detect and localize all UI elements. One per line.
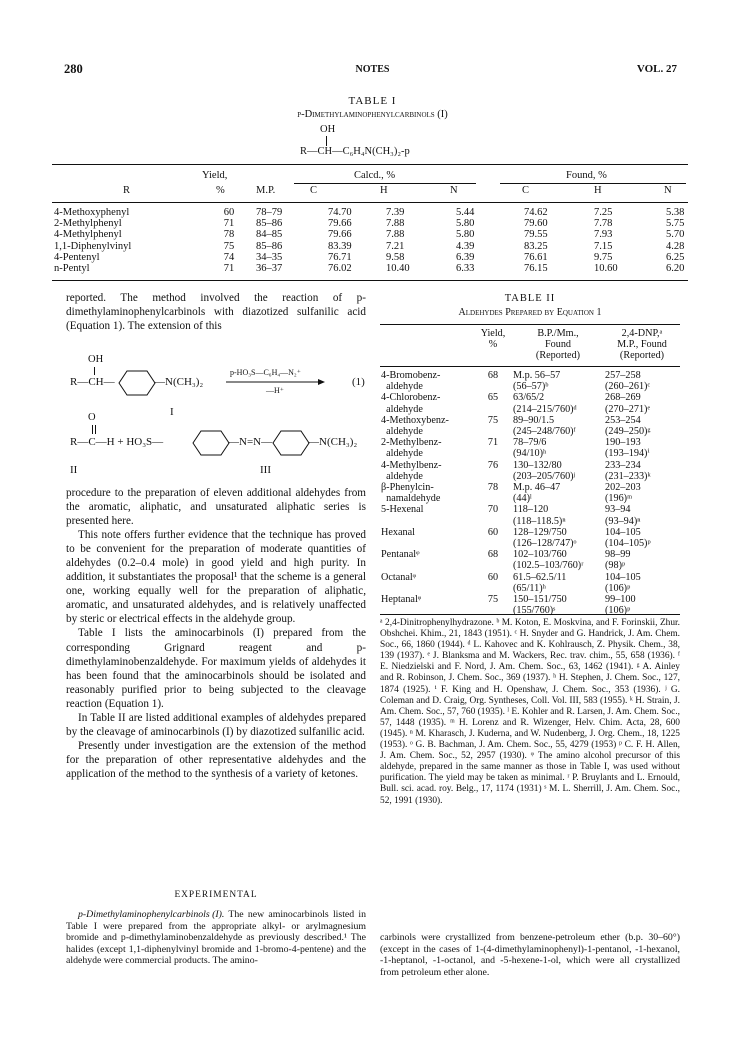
- table-row: [380, 415, 680, 426]
- table-cell: [474, 493, 512, 504]
- table-cell: 61.5–62.5/11: [513, 571, 567, 583]
- table-cell: M.p. 46–47: [513, 482, 561, 494]
- table-row: [380, 370, 680, 381]
- table-cell: 7.93: [594, 229, 613, 241]
- table-cell: 7.39: [386, 207, 405, 218]
- table-cell: 257–258: [605, 370, 641, 381]
- table-cell: [380, 605, 474, 616]
- table-row: [380, 437, 680, 448]
- table-row: [380, 482, 680, 493]
- eq-oh: OH: [88, 354, 104, 365]
- table-cell: 85–86: [256, 218, 283, 230]
- table-cell: 85–86: [256, 240, 283, 252]
- table1-subtitle: p-Dimethylaminophenylcarbinols (I): [297, 109, 448, 120]
- table-header-cell: Found: [544, 339, 572, 351]
- table-cell: [474, 471, 512, 482]
- volume-label: VOL. 27: [636, 63, 677, 75]
- table-cell: 99–100: [605, 594, 636, 606]
- table-cell: 7.88: [386, 218, 405, 230]
- table-row: [380, 516, 680, 527]
- table-cell: 75: [487, 414, 499, 426]
- table-cell: 71: [487, 437, 499, 449]
- table-cell: aldehyde: [381, 448, 423, 460]
- table-cell: 190–193: [605, 437, 641, 449]
- table-cell: [474, 404, 512, 415]
- table-cell: (126–128/747)ᵒ: [513, 538, 577, 550]
- paragraph-3: This note offers further evidence that the technique has proved to be convenient for the preparation of moderate quantities of aldehydes (0.2–0.4 mole) in good yield and high purity. In addition, it substantiates the proposal¹ that the scheme is a general one, working equally well for the preparation of aliphatic, aromatic, and unsaturated aldehydes, and is relatively unaffected by steric or electrical effects in the aldehyde group.: [66, 529, 366, 626]
- table1-hdr-pct: %: [216, 185, 225, 196]
- table-cell: 98–99: [605, 549, 631, 561]
- table-cell: 76.15: [524, 263, 548, 275]
- paragraph-2: procedure to the preparation of eleven additional aldehydes from the aromatic, aliphatic, and unsaturated aliphatic series is presented here.: [66, 487, 366, 528]
- table1-hdr-calcd: Calcd., %: [354, 170, 396, 181]
- table-cell: 5.70: [666, 229, 685, 241]
- table-cell: 78: [487, 482, 499, 494]
- table-row: [380, 404, 680, 415]
- eq-reagent: p-HO₃S—C₆H₄—N₂⁺: [230, 368, 301, 377]
- experimental-body: The new aminocarbinols listed in Table I were prepared from the appropriate alkyl- or arylmagnesium bromide and p-dimethylaminobenzaldehyde as previously described.¹ The halides (except 1,1-diphenylvinyl bromide and 1-bromo-4-pentene) and the aldehyde were commercial products. The amino-: [66, 909, 366, 966]
- table-cell: [474, 605, 512, 616]
- table-cell: n-Pentyl: [54, 263, 90, 275]
- table-cell: (93–94)ⁿ: [605, 515, 641, 527]
- benzene-ring-icon: [272, 428, 310, 458]
- table-cell: (193–194)ⁱ: [605, 448, 650, 460]
- table-cell: 79.66: [328, 229, 352, 241]
- table1-formula-oh: OH: [320, 124, 336, 135]
- table-cell: 6.33: [456, 263, 475, 275]
- table2-rule-head: [380, 366, 680, 367]
- table-cell: 7.21: [386, 240, 405, 252]
- table1-hdr-yield: Yield,: [202, 170, 228, 181]
- table1-hdr-n2: N: [664, 185, 672, 196]
- reaction-arrow-icon: [226, 378, 326, 386]
- table1-hdr-h2: H: [594, 185, 602, 196]
- table-cell: aldehyde: [381, 403, 423, 415]
- table-cell: 7.88: [386, 229, 405, 241]
- table-cell: (56–57)ᵇ: [513, 381, 549, 393]
- table-row: [380, 560, 680, 571]
- table-header-cell: [474, 350, 512, 361]
- table-cell: 71: [223, 263, 235, 275]
- table-cell: 1,1-Diphenylvinyl: [54, 240, 132, 252]
- table-header-cell: [380, 339, 474, 350]
- table-cell: 7.78: [594, 218, 613, 230]
- table-cell: 70: [487, 504, 499, 516]
- table-cell: (245–248/760)ᶠ: [513, 426, 576, 438]
- table1-hdr-found: Found, %: [566, 170, 607, 181]
- table-cell: 89–90/1.5: [513, 414, 555, 426]
- table-row: [380, 583, 680, 594]
- table-cell: 75: [487, 594, 499, 606]
- table-cell: 83.25: [524, 240, 548, 252]
- table-cell: (44)ˡ: [513, 493, 532, 505]
- page-number: 280: [64, 62, 83, 76]
- table-cell: 93–94: [605, 504, 631, 516]
- table-row: [380, 538, 680, 549]
- table-cell: (102.5–103/760)ʳ: [513, 560, 584, 572]
- table-cell: (65/11)ʰ: [513, 582, 546, 594]
- table-row: [380, 381, 680, 392]
- table-row: [380, 605, 680, 616]
- table-header-cell: %: [488, 339, 498, 351]
- table-cell: 130–132/80: [513, 459, 562, 471]
- table-cell: 5.44: [456, 207, 475, 218]
- table-cell: [380, 538, 474, 549]
- table-cell: 9.75: [594, 251, 613, 263]
- eq-label-i: I: [170, 406, 174, 418]
- table-row: [52, 263, 688, 274]
- experimental-run-in: p-Dimethylaminophenylcarbinols (I).: [78, 909, 225, 920]
- table-row: [380, 504, 680, 515]
- table-cell: 63/65/2: [513, 392, 545, 404]
- table-cell: 71: [223, 218, 235, 230]
- table-cell: 4-Pentenyl: [54, 251, 100, 263]
- table-cell: 76.71: [328, 251, 352, 263]
- table-cell: 5.80: [456, 229, 475, 241]
- table-header-cell: (Reported): [619, 350, 665, 362]
- table-cell: 4-Methoxybenz-: [381, 414, 449, 426]
- benzene-ring-icon: [118, 368, 156, 398]
- table-cell: 7.25: [594, 207, 613, 218]
- table-row: [52, 229, 688, 240]
- table-header-cell: (Reported): [535, 350, 581, 362]
- eq-nme2-b: —N(CH₃)₂: [308, 436, 358, 448]
- table-cell: 76.61: [524, 251, 548, 263]
- table-cell: 60: [223, 207, 235, 218]
- table-header-cell: Yield,: [480, 328, 506, 339]
- table-row: [52, 241, 688, 252]
- table-row: [380, 572, 680, 583]
- table-cell: 79.60: [524, 218, 548, 230]
- paragraph-4: Table I lists the aminocarbinols (I) prepared from the corresponding Grignard reagent and p-dimethylaminobenzaldehyde. For maximum yields of aldehydes it has been found that the aminocarbinols should be isolated and reasonably purified prior to being subjected to the cleavage reaction (Equation 1).: [66, 627, 366, 710]
- paragraph-intro: reported. The method involved the reaction of p-dimethylaminophenylcarbinols with diazotized sulfanilic acid (Equation 1). The extension of this: [66, 292, 366, 333]
- table-cell: 104–105: [605, 571, 641, 583]
- eq-minus-h: —H⁺: [266, 386, 284, 395]
- eq-label-iii: III: [260, 464, 271, 476]
- table-cell: (98)ᵖ: [605, 560, 626, 572]
- table-row: [380, 549, 680, 560]
- table1-rule-bottom: [52, 280, 688, 281]
- table-cell: (203–205/760)ʲ: [513, 470, 576, 482]
- table-row: [52, 218, 688, 229]
- table1-hdr-n1: N: [450, 185, 458, 196]
- eq-double-bond-b: [95, 425, 96, 434]
- table-row: [380, 527, 680, 538]
- table-cell: (270–271)ᵉ: [605, 403, 651, 415]
- table2-head: [380, 328, 680, 362]
- table-cell: [474, 516, 512, 527]
- table-cell: 78: [223, 229, 235, 241]
- table-row: [380, 460, 680, 471]
- benzene-ring-icon: [192, 428, 230, 458]
- table-cell: namaldehyde: [381, 493, 441, 505]
- table-cell: [474, 381, 512, 392]
- calcd-rule: [294, 183, 476, 184]
- table-cell: 76.02: [328, 263, 352, 275]
- table-cell: 104–105: [605, 526, 641, 538]
- table-cell: 4.28: [666, 240, 685, 252]
- eq-bond-oh: [94, 367, 95, 375]
- table-cell: 2-Methylphenyl: [54, 218, 122, 230]
- table-cell: (155/760)ˢ: [513, 605, 556, 617]
- table-cell: 68: [487, 549, 499, 561]
- table1-hdr-r: R: [123, 185, 131, 196]
- table1-hdr-h1: H: [380, 185, 388, 196]
- table-cell: 2-Methylbenz-: [381, 437, 442, 449]
- table1-body: [52, 207, 688, 274]
- table-cell: aldehyde: [381, 381, 423, 393]
- table-cell: 253–254: [605, 414, 641, 426]
- table1-hdr-mp: M.P.: [256, 185, 276, 196]
- table-cell: 9.58: [386, 251, 405, 263]
- table-cell: 102–103/760: [513, 549, 567, 561]
- table2-footnotes: ᵃ 2,4-Dinitrophenylhydrazone. ᵇ M. Koton, E. Moskvina, and F. Forinskii, Zhur. Obshchei. Khim., 21, 1843 (1951). ᶜ H. Snyder and G. Handrick, J. Am. Chem. Soc., 66, 1860 (1944). ᵈ L. Kahovec and K. Kohlrausch, Z. Physik. Chem., 38, 139 (1937). ᵉ J. Blanksma and M. Wackers, Rec. trav. chim., 55, 658 (1936). ᶠ E. Niedzielski and F. Nord, J. Am. Chem. Soc., 63, 1462 (1941). ᵍ A. Ainley and R. Robinson, J. Chem. Soc., 369 (1937). ʰ H. Stephen, J. Chem. Soc., 127, 1874 (1925). ⁱ F. King and H. Openshaw, J. Chem. Soc., 353 (1936). ʲ G. Coleman and D. Craig, Org. Syntheses, Coll. Vol. III, 583 (1955). ᵏ H. Strain, J. Am. Chem. Soc., 57, 760 (1935). ˡ E. Kohler and R. Larsen, J. Am. Chem. Soc., 57, 1448 (1935). ᵐ H. Lorenz and R. Wizenger, Helv. Chim. Acta, 28, 600 (1945). ⁿ M. Kharasch, J. Kuderna, and W. Nudenberg, J. Org. Chem., 18, 1225 (1953). ᵒ G. B. Bachman, J. Am. Chem. Soc., 55, 4279 (1953) ᵖ C. F. H. Allen, J. Am. Chem. Soc., 52, 2957 (1930). ᵠ The amino alcohol precursor of this aldehyde, prepared in the same manner as those in Table I, was used without purification. The yield may be taken as minimal. ʳ P. Bruylants and L. Ernould, Bull. sci. acad. roy. Belg., 17, 1174 (1931) ˢ M. L. Sherrill, J. Am. Chem. Soc., 52, 1991 (1930).: [380, 618, 680, 806]
- table-cell: 268–269: [605, 392, 641, 404]
- eq-r-ch: R—CH—: [70, 376, 115, 388]
- table1-hdr-c2: C: [522, 185, 530, 196]
- table-cell: Heptanalᵠ: [381, 594, 422, 606]
- table-cell: (118–118.5)ⁿ: [513, 515, 566, 527]
- table-header-cell: M.P., Found: [617, 339, 667, 351]
- eq-nme2: —N(CH₃)₂: [154, 376, 204, 388]
- table-cell: 34–35: [256, 251, 283, 263]
- table-cell: 60: [487, 571, 499, 583]
- table-cell: 6.25: [666, 251, 685, 263]
- table-cell: [474, 583, 512, 594]
- table-cell: (231–233)ᵏ: [605, 470, 651, 482]
- table-cell: 202–203: [605, 482, 641, 494]
- table-cell: 78–79: [256, 207, 283, 218]
- table1-hdr-c1: C: [310, 185, 318, 196]
- table2-title: TABLE II: [504, 293, 556, 304]
- table-cell: (214–215/760)ᵈ: [513, 403, 577, 415]
- table-cell: 5.80: [456, 218, 475, 230]
- table-cell: 10.40: [386, 263, 410, 275]
- experimental-continued: carbinols were crystallized from benzene-petroleum ether (b.p. 30–60°) (except in the cases of 1-(4-dimethylaminophenyl)-1-pentanol, -1-hexanol, -1-heptanol, -1-octanol, and -5-hexene-1-ol, which were all crystallized from petroleum ether alone.: [380, 932, 680, 978]
- table-cell: Octanalᵠ: [381, 571, 417, 583]
- table-cell: 4-Bromobenz-: [381, 370, 441, 381]
- eq-aldehyde: R—C—H + HO₃S—: [70, 436, 164, 448]
- table-cell: 6.20: [666, 263, 685, 275]
- table-cell: (260–261)ᶜ: [605, 381, 651, 393]
- table-cell: 128–129/750: [513, 526, 567, 538]
- table-cell: 7.15: [594, 240, 613, 252]
- formula-bond: [326, 136, 327, 146]
- equation-1: [60, 340, 380, 480]
- table-cell: (196)ᵐ: [605, 493, 633, 505]
- table-cell: 60: [487, 526, 499, 538]
- table-cell: 4-Methylbenz-: [381, 459, 442, 471]
- table-cell: 4-Methoxyphenyl: [54, 207, 130, 218]
- table-cell: 83.39: [328, 240, 352, 252]
- table-cell: 36–37: [256, 263, 283, 275]
- table1-rule-head: [52, 202, 688, 203]
- eq-double-bond-a: [92, 425, 93, 434]
- table-header-row: [380, 339, 680, 350]
- experimental-text: [66, 909, 366, 967]
- table-cell: 84–85: [256, 229, 283, 241]
- body-text: [66, 486, 366, 781]
- table1-formula: R—CH—C₆H₄N(CH₃)₂-p: [300, 146, 410, 157]
- table-cell: 5-Hexenal: [381, 504, 424, 516]
- paragraph-6: Presently under investigation are the extension of the method for the preparation of other representative aldehydes and the application of the method to the synthesis of a variety of ketones.: [66, 739, 366, 780]
- table-header-row: [380, 350, 680, 361]
- table1-rule-top: [52, 164, 688, 165]
- table-cell: (106)ᵖ: [605, 582, 631, 594]
- table-row: [380, 392, 680, 403]
- experimental-heading: EXPERIMENTAL: [174, 890, 258, 900]
- table1-title: TABLE I: [348, 95, 397, 107]
- table-row: [52, 207, 688, 218]
- table-header-row: [380, 328, 680, 339]
- table-cell: 75: [223, 240, 235, 252]
- eq-azo: —N=N—: [228, 436, 273, 448]
- table-header-cell: [380, 350, 474, 361]
- table-cell: 4-Methylphenyl: [54, 229, 122, 241]
- table-cell: [380, 516, 474, 527]
- found-rule: [500, 183, 686, 184]
- table-cell: (94/10)ʰ: [513, 448, 547, 460]
- table2-body: [380, 370, 680, 616]
- table-cell: (249–250)ᵍ: [605, 426, 651, 438]
- paragraph-5: In Table II are listed additional examples of aldehydes prepared by the cleavage of aminocarbinols (I) by diazotized sulfanilic acid.: [66, 711, 366, 738]
- table-row: [380, 594, 680, 605]
- table2-subtitle: Aldehydes Prepared by Equation 1: [458, 307, 602, 318]
- table-cell: (104–105)ᵖ: [605, 538, 651, 550]
- table-header-cell: [380, 328, 474, 339]
- table-cell: [380, 560, 474, 571]
- table-cell: β-Phenylcin-: [381, 482, 434, 494]
- table-cell: 233–234: [605, 459, 641, 471]
- table-cell: [474, 538, 512, 549]
- eq-label-ii: II: [70, 464, 78, 476]
- table-cell: M.p. 56–57: [513, 370, 561, 381]
- table2-rule-top: [380, 324, 680, 325]
- table-cell: 78–79/6: [513, 437, 547, 449]
- table-cell: Pentanalᵠ: [381, 549, 420, 561]
- table-cell: 5.38: [666, 207, 685, 218]
- table-header-cell: 2,4-DNP,ᵃ: [621, 328, 663, 339]
- table-cell: 74.62: [524, 207, 548, 218]
- table-row: [380, 493, 680, 504]
- table-cell: 6.39: [456, 251, 475, 263]
- table-cell: 68: [487, 370, 499, 381]
- table-cell: 4-Chlorobenz-: [381, 392, 441, 404]
- table-cell: aldehyde: [381, 426, 423, 438]
- table-cell: Hexanal: [381, 526, 415, 538]
- table-cell: 118–120: [513, 504, 549, 516]
- table-cell: [380, 583, 474, 594]
- table-header-cell: B.P./Mm.,: [537, 328, 579, 339]
- table-cell: [474, 426, 512, 437]
- table-cell: 150–151/750: [513, 594, 567, 606]
- table-row: [52, 252, 688, 263]
- table-cell: 10.60: [594, 263, 618, 275]
- running-head: NOTES: [355, 64, 390, 75]
- table-cell: 65: [487, 392, 499, 404]
- table-cell: aldehyde: [381, 470, 423, 482]
- table-row: [380, 471, 680, 482]
- table-cell: 79.66: [328, 218, 352, 230]
- table-row: [380, 426, 680, 437]
- table-cell: 79.55: [524, 229, 548, 241]
- table-cell: 4.39: [456, 240, 475, 252]
- table-row: [380, 448, 680, 459]
- table-cell: (106)ᵖ: [605, 605, 631, 617]
- table-cell: 74: [223, 251, 235, 263]
- table-cell: 76: [487, 459, 499, 471]
- eq-number: (1): [352, 376, 365, 388]
- eq-o: O: [88, 412, 96, 423]
- table-cell: 74.70: [328, 207, 352, 218]
- table-cell: [474, 560, 512, 571]
- table-cell: 5.75: [666, 218, 685, 230]
- table-cell: [474, 448, 512, 459]
